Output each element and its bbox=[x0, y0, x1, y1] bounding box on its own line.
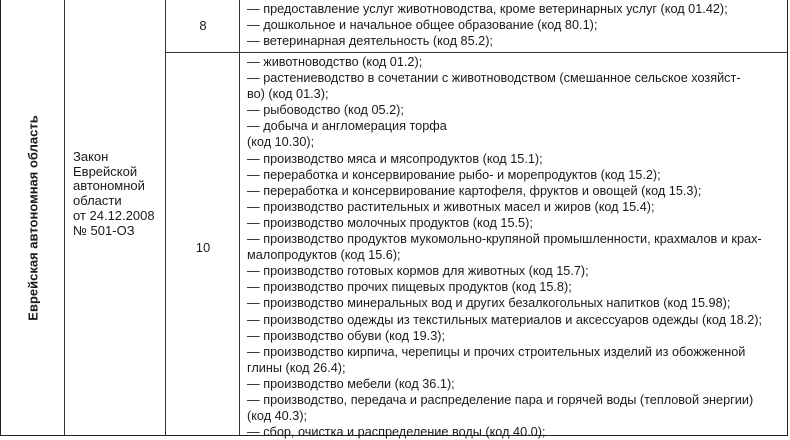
list-item: — производство продуктов мукомольно-крупяной промышленности, крахмалов и крах- bbox=[247, 232, 762, 247]
list-item: малопродуктов (код 15.6); bbox=[247, 248, 401, 263]
law-line: от 24.12.2008 bbox=[73, 207, 155, 223]
tax-rate-value: 8 bbox=[199, 18, 207, 33]
law-line: № 501-ОЗ bbox=[73, 222, 135, 238]
activities-list bbox=[247, 1, 787, 49]
law-line: области bbox=[73, 193, 122, 209]
row-divider bbox=[165, 52, 787, 53]
column-divider bbox=[64, 0, 65, 435]
column-divider bbox=[239, 0, 240, 435]
list-item: — дошкольное и начальное общее образование (код 80.1); bbox=[247, 18, 598, 33]
law-cell bbox=[73, 150, 163, 238]
list-item: во) (код 01.3); bbox=[247, 87, 329, 102]
law-line: Закон bbox=[73, 149, 109, 164]
list-item: — производство кирпича, черепицы и прочих строительных изделий из обожженной bbox=[247, 344, 746, 359]
list-item: — производство мебели (код 36.1); bbox=[247, 376, 455, 391]
list-item: — производство одежды из текстильных материалов и аксессуаров одежды (код 18.2); bbox=[247, 312, 763, 327]
list-item: — производство минеральных вод и других безалкогольных напитков (код 15.98); bbox=[247, 296, 731, 311]
list-item: — переработка и консервирование картофеля, фруктов и овощей (код 15.3); bbox=[247, 183, 702, 198]
list-item: — предоставление услуг животноводства, кроме ветеринарных услуг (код 01.42); bbox=[247, 2, 728, 16]
list-item: — рыбоводство (код 05.2); bbox=[247, 103, 404, 118]
list-item: — производство молочных продуктов (код 15.5); bbox=[247, 215, 533, 230]
list-item: — растениеводство в сочетании с животноводством (смешанное сельское хозяйст- bbox=[247, 71, 741, 86]
law-line: автономной bbox=[73, 178, 145, 194]
list-item: — производство обуви (код 19.3); bbox=[247, 328, 446, 343]
list-item: (код 40.3); bbox=[247, 409, 308, 424]
list-item: глины (код 26.4); bbox=[247, 360, 346, 375]
region-cell bbox=[1, 0, 64, 435]
law-line: Еврейской bbox=[73, 163, 138, 179]
activities-list bbox=[247, 54, 787, 440]
column-divider bbox=[165, 0, 166, 435]
list-item: (код 10.30); bbox=[247, 135, 315, 150]
list-item: — производство, передача и распределение пара и горячей воды (тепловой энергии) bbox=[247, 392, 754, 407]
list-item: — добыча и англомерация торфа bbox=[247, 119, 447, 134]
list-item: — животноводство (код 01.2); bbox=[247, 55, 423, 69]
list-item: — производство готовых кормов для животных (код 15.7); bbox=[247, 264, 589, 279]
list-item: — сбор, очистка и распределение воды (код 40.0); bbox=[247, 425, 546, 440]
list-item: — производство прочих пищевых продуктов (код 15.8); bbox=[247, 280, 572, 295]
region-name: Еврейская автономная область bbox=[25, 114, 40, 321]
list-item: — производство мяса и мясопродуктов (код 15.1); bbox=[247, 151, 543, 166]
list-item: — производство растительных и животных масел и жиров (код 15.4); bbox=[247, 199, 655, 214]
list-item: — переработка и консервирование рыбо- и морепродуктов (код 15.2); bbox=[247, 167, 661, 182]
tax-rate-value: 10 bbox=[195, 240, 211, 255]
list-item: — ветеринарная деятельность (код 85.2); bbox=[247, 34, 493, 49]
